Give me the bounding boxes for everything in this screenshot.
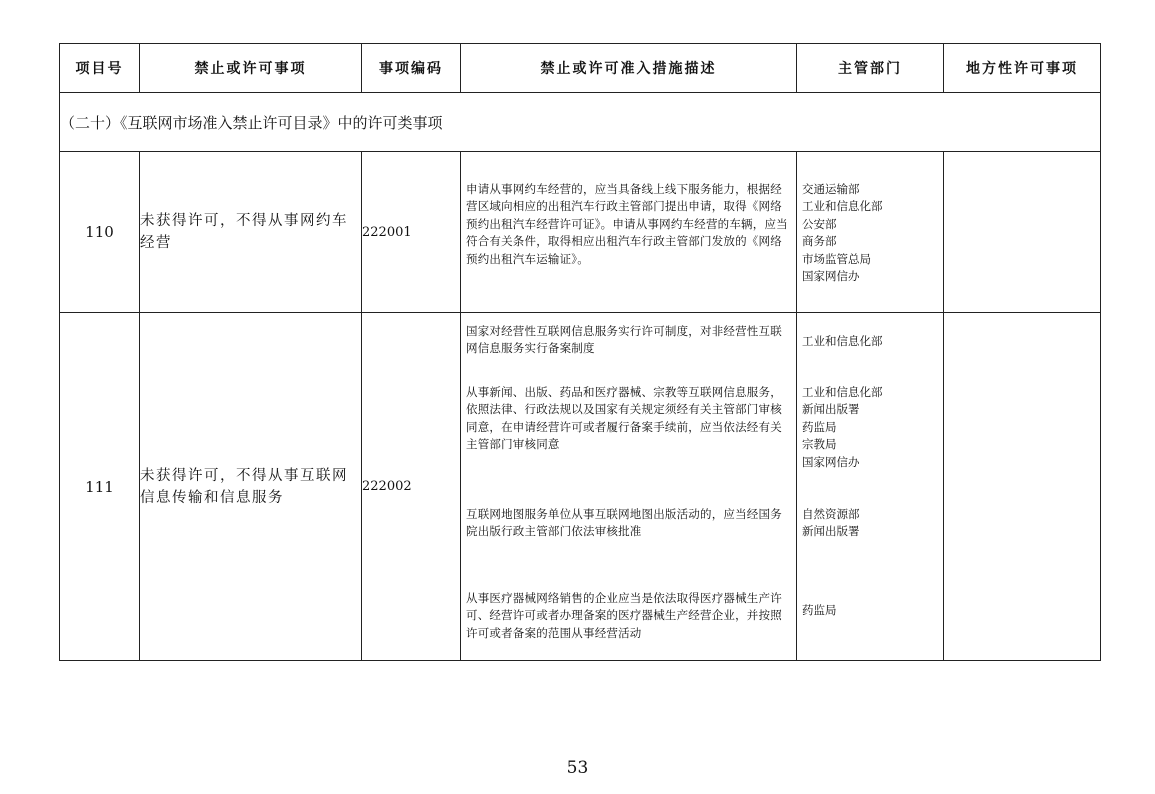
measure-description: 国家对经营性互联网信息服务实行许可制度，对非经营性互联网信息服务实行备案制度	[466, 323, 782, 355]
item-name: 未获得许可，不得从事互联网信息传输和信息服务	[140, 313, 362, 661]
department-list	[797, 314, 943, 378]
section-title: （二十）《互联网市场准入禁止许可目录》中的许可类事项	[60, 93, 1101, 152]
item-number: 110	[60, 152, 140, 313]
local-permit-cell	[944, 152, 1101, 313]
header-item-number: 项目号	[60, 44, 140, 93]
item-code: 222001	[362, 152, 461, 313]
department: 国家网信办	[802, 269, 860, 283]
department: 公安部	[802, 216, 837, 231]
item-number: 111	[60, 313, 140, 661]
header-local: 地方性许可事项	[944, 44, 1101, 93]
measure-description: 申请从事网约车经营的，应当具备线上线下服务能力，根据经营区域向相应的出租汽车行政主管部门提出申请，取得《网络预约出租汽车经营许可证》。申请从事网约车经营的车辆，应当符合有关条件，取得相应出租汽车行政主管部门发放的《网络预约出租汽车运输证》。	[466, 181, 788, 266]
item-code: 222002	[362, 313, 461, 661]
department: 市场监管总局	[802, 251, 871, 266]
department: 新闻出版署	[802, 524, 860, 538]
department: 宗教局	[802, 437, 837, 451]
local-permit-cell	[944, 313, 1101, 661]
measure-description: 从事新闻、出版、药品和医疗器械、宗教等互联网信息服务，依照法律、行政法规以及国家有关规定须经有关主管部门审核同意，在申请经营许可或者履行备案手续前，应当依法经有关主管部门审核同意	[466, 384, 782, 451]
department-list	[797, 153, 943, 312]
header-row	[60, 44, 1101, 93]
header-department: 主管部门	[797, 44, 944, 93]
department-list	[797, 590, 943, 660]
department-cell	[797, 313, 944, 661]
department: 工业和信息化部	[802, 384, 883, 399]
header-item: 禁止或许可事项	[140, 44, 362, 93]
department: 自然资源部	[802, 506, 860, 521]
department: 商务部	[802, 234, 837, 248]
department: 新闻出版署	[802, 402, 860, 416]
measure-description: 互联网地图服务单位从事互联网地图出版活动的，应当经国务院出版行政主管部门依法审核批准	[466, 506, 782, 538]
measure-description: 从事医疗器械网络销售的企业应当是依法取得医疗器械生产许可、经营许可或者办理备案的医疗器械生产经营企业，并按照许可或者备案的范围从事经营活动	[466, 590, 782, 640]
department: 国家网信办	[802, 454, 860, 469]
department: 药监局	[802, 602, 837, 617]
department-list	[797, 506, 943, 590]
department-cell	[797, 152, 944, 313]
department: 工业和信息化部	[802, 199, 883, 213]
table-row	[60, 152, 1101, 313]
department: 工业和信息化部	[802, 333, 883, 348]
department: 交通运输部	[802, 181, 860, 196]
header-code: 事项编码	[362, 44, 461, 93]
catalog-table	[59, 43, 1101, 661]
description-cell	[461, 313, 797, 661]
department: 药监局	[802, 419, 837, 434]
department-list	[797, 378, 943, 506]
item-name: 未获得许可，不得从事网约车经营	[140, 152, 362, 313]
table-row	[60, 313, 1101, 661]
description-cell	[461, 152, 797, 313]
section-row	[60, 93, 1101, 152]
header-description: 禁止或许可准入措施描述	[461, 44, 797, 93]
page-number: 53	[566, 758, 589, 778]
